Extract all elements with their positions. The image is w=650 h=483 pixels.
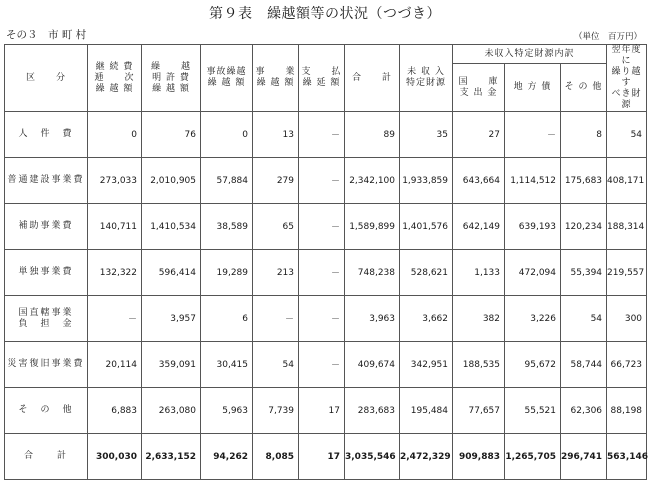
table-cell: 0 <box>88 112 142 158</box>
table-row <box>5 204 647 250</box>
table-cell: 382 <box>453 296 505 342</box>
table-cell: 342,951 <box>400 342 453 388</box>
table-cell: － <box>299 158 345 204</box>
table-cell: 132,322 <box>88 250 142 296</box>
table-cell: 643,664 <box>453 158 505 204</box>
table-row <box>5 342 647 388</box>
table-cell: 283,683 <box>345 388 400 434</box>
table-cell: 54 <box>561 296 607 342</box>
table-cell: 65 <box>253 204 299 250</box>
table-cell: 409,674 <box>345 342 400 388</box>
row-label: 人 件 費 <box>5 112 88 158</box>
table-cell: 1,401,576 <box>400 204 453 250</box>
table-cell: 639,193 <box>505 204 561 250</box>
table-cell: 642,149 <box>453 204 505 250</box>
table-cell: 6 <box>201 296 253 342</box>
table-cell: 8 <box>561 112 607 158</box>
table-row <box>5 250 647 296</box>
table-cell: 909,883 <box>453 434 505 480</box>
table-cell: 35 <box>400 112 453 158</box>
row-label: 災害復旧事業費 <box>5 342 88 388</box>
table-row <box>5 388 647 434</box>
table-cell: 2,010,905 <box>142 158 201 204</box>
table-cell: 3,957 <box>142 296 201 342</box>
unit-note: （単位 百万円） <box>573 32 642 42</box>
table-cell: 188,535 <box>453 342 505 388</box>
table-cell: 195,484 <box>400 388 453 434</box>
header-national-subsidy: 国 庫 支 出 金 <box>453 64 505 112</box>
table-cell: － <box>299 112 345 158</box>
header-other: そ の 他 <box>561 64 607 112</box>
header-local-bonds: 地 方 債 <box>505 64 561 112</box>
table-cell: 1,410,534 <box>142 204 201 250</box>
table-cell: 17 <box>299 388 345 434</box>
header-unreceived-revenue: 未 収 入 特定財源 <box>400 45 453 112</box>
table-cell: － <box>88 296 142 342</box>
table-cell: 300,030 <box>88 434 142 480</box>
table-cell: 77,657 <box>453 388 505 434</box>
table-cell: 2,342,100 <box>345 158 400 204</box>
table-cell: 0 <box>201 112 253 158</box>
table-cell: 596,414 <box>142 250 201 296</box>
header-next-year-revenue: 翌年度に 繰り越す べき財源 <box>607 45 647 112</box>
table-cell: 88,198 <box>607 388 647 434</box>
row-label: 補助事業費 <box>5 204 88 250</box>
header-continuing-expense: 継 続 費 逓 次 繰 越 額 <box>88 45 142 112</box>
table-cell: － <box>299 296 345 342</box>
table-cell: 1,589,899 <box>345 204 400 250</box>
table-cell: 66,723 <box>607 342 647 388</box>
table-cell: 17 <box>299 434 345 480</box>
table-cell: 2,472,329 <box>400 434 453 480</box>
table-cell: － <box>505 112 561 158</box>
table-cell: 1,133 <box>453 250 505 296</box>
header-revenue-breakdown: 未収入特定財源内訳 <box>453 45 607 64</box>
table-cell: 120,234 <box>561 204 607 250</box>
row-label: 合 計 <box>5 434 88 480</box>
table-cell: 219,557 <box>607 250 647 296</box>
table-cell: 748,238 <box>345 250 400 296</box>
table-cell: 3,662 <box>400 296 453 342</box>
table-cell: 3,963 <box>345 296 400 342</box>
table-cell: 27 <box>453 112 505 158</box>
table-cell: 5,963 <box>201 388 253 434</box>
table-cell: 2,633,152 <box>142 434 201 480</box>
table-cell: 55,521 <box>505 388 561 434</box>
page-title: 第９表 繰越額等の状況（つづき） <box>209 6 441 22</box>
table-cell: 8,085 <box>253 434 299 480</box>
row-label: 国直轄事業 負 担 金 <box>5 296 88 342</box>
table-cell: 300 <box>607 296 647 342</box>
table-cell: － <box>299 342 345 388</box>
header-total: 合 計 <box>345 45 400 112</box>
table-cell: 213 <box>253 250 299 296</box>
table-cell: 89 <box>345 112 400 158</box>
table-cell: 13 <box>253 112 299 158</box>
table-cell: 54 <box>607 112 647 158</box>
table-cell: 1,933,859 <box>400 158 453 204</box>
table-cell: 263,080 <box>142 388 201 434</box>
table-row <box>5 158 647 204</box>
section-subtitle: その３ 市 町 村 <box>6 29 87 41</box>
table-row <box>5 112 647 158</box>
table-cell: 62,306 <box>561 388 607 434</box>
header-carryover-expense: 繰 越 明 許 費 繰 越 額 <box>142 45 201 112</box>
table-cell: 58,744 <box>561 342 607 388</box>
row-label: そ の 他 <box>5 388 88 434</box>
row-label: 単独事業費 <box>5 250 88 296</box>
table-cell: 140,711 <box>88 204 142 250</box>
table-cell: 19,289 <box>201 250 253 296</box>
header-payment-deferral: 支 払 繰 延 額 <box>299 45 345 112</box>
table-cell: 279 <box>253 158 299 204</box>
table-cell: 57,884 <box>201 158 253 204</box>
table-cell: 76 <box>142 112 201 158</box>
table-cell: 296,741 <box>561 434 607 480</box>
table-cell: 472,094 <box>505 250 561 296</box>
table-row <box>5 296 647 342</box>
table-cell: 55,394 <box>561 250 607 296</box>
table-body <box>5 112 647 480</box>
carryover-table <box>4 44 647 480</box>
table-cell: 359,091 <box>142 342 201 388</box>
table-cell: 175,683 <box>561 158 607 204</box>
table-cell: － <box>253 296 299 342</box>
table-cell: 3,226 <box>505 296 561 342</box>
header-category: 区 分 <box>5 45 88 112</box>
table-cell: 94,262 <box>201 434 253 480</box>
table-cell: 7,739 <box>253 388 299 434</box>
table-cell: 1,265,705 <box>505 434 561 480</box>
table-cell: － <box>299 204 345 250</box>
table-cell: 95,672 <box>505 342 561 388</box>
table-cell: 528,621 <box>400 250 453 296</box>
table-cell: － <box>299 250 345 296</box>
table-cell: 54 <box>253 342 299 388</box>
table-cell: 188,314 <box>607 204 647 250</box>
table-cell: 6,883 <box>88 388 142 434</box>
header-project-carryover: 事 業 繰 越 額 <box>253 45 299 112</box>
table-cell: 38,589 <box>201 204 253 250</box>
table-cell: 273,033 <box>88 158 142 204</box>
table-row <box>5 434 647 480</box>
table-cell: 30,415 <box>201 342 253 388</box>
header-accident-carryover: 事故繰越 繰 越 額 <box>201 45 253 112</box>
table-cell: 3,035,546 <box>345 434 400 480</box>
table-cell: 563,146 <box>607 434 647 480</box>
table-cell: 408,171 <box>607 158 647 204</box>
table-cell: 1,114,512 <box>505 158 561 204</box>
row-label: 普通建設事業費 <box>5 158 88 204</box>
table-cell: 20,114 <box>88 342 142 388</box>
